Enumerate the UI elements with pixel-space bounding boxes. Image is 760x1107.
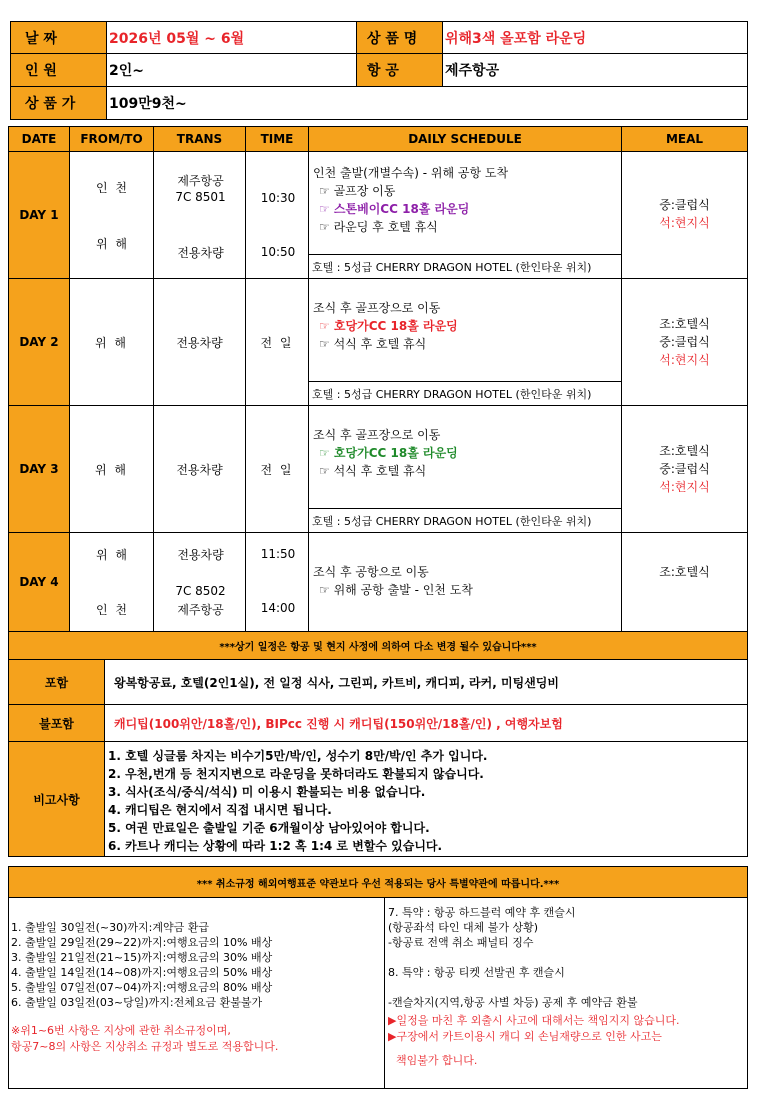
product-label: 상 품 명 [356, 21, 443, 54]
day-2-meal-dinner: 석:현지식 [659, 353, 710, 367]
day-4-time [245, 532, 309, 632]
day-3-line: ☞ 석식 후 호텔 휴식 [319, 464, 427, 478]
cancel-item: 3. 출발일 21일전(21~15)까지:여행요금의 30% 배상 [11, 951, 273, 964]
day-4-meal-breakfast: 조:호텔식 [659, 565, 710, 579]
day-3-meal-lunch: 중:클럽식 [659, 462, 710, 476]
day-1-schedule [308, 151, 622, 255]
day-1-time [245, 151, 309, 279]
day-1-from: 인 천 [96, 181, 129, 195]
header-from-to: FROM/TO [69, 126, 154, 152]
cancel-warning: ▶일정을 마친 후 외출시 사고에 대해서는 책임지지 않습니다. [388, 1014, 680, 1027]
day-4-meal [621, 532, 748, 632]
day-3-label: DAY 3 [8, 405, 70, 533]
day-3-time: 전 일 [245, 405, 309, 533]
day-1-from-to [69, 151, 154, 279]
day-4-schedule [308, 532, 622, 632]
cancel-header: *** 취소규정 해외여행표준 약관보다 우선 적용되는 당사 특별약관에 따릅니다.*** [8, 866, 748, 898]
day-2-meal-lunch: 중:클럽식 [659, 335, 710, 349]
day-3-meal-breakfast: 조:호텔식 [659, 444, 710, 458]
cancel-warning: ▶구장에서 카트이용시 캐디 외 손님재량으로 인한 사고는 [388, 1030, 662, 1043]
cancel-special-line: -항공료 전액 취소 패널티 징수 [388, 936, 534, 949]
remark-item: 2. 우천,번개 등 천지지변으로 라운딩을 못하더라도 환불되지 않습니다. [108, 767, 484, 781]
product-value: 위해3색 올포함 라운딩 [442, 21, 748, 54]
day-1-trans-airline: 제주항공 [177, 174, 224, 188]
day-4-trans [153, 532, 246, 632]
cancel-special-line: 7. 특약 : 항공 하드블럭 예약 후 캔슬시 [388, 906, 576, 919]
day-4-time-arrive: 14:00 [260, 601, 296, 615]
day-4-from-to [69, 532, 154, 632]
cancel-note: ※위1~6번 사항은 지상에 관한 취소규정이며, [11, 1024, 231, 1037]
day-3-trans: 전용차량 [153, 405, 246, 533]
date-value: 2026년 05월 ~ 6월 [106, 21, 357, 54]
day-3-meal [621, 405, 748, 533]
price-label: 상 품 가 [10, 86, 107, 120]
day-2-hotel: 호텔 : 5성급 CHERRY DRAGON HOTEL (한인타운 위치) [308, 381, 622, 406]
remarks-label: 비고사항 [8, 741, 105, 857]
cancel-item: 5. 출발일 07일전(07~04)까지:여행요금의 80% 배상 [11, 981, 273, 994]
exclude-value: 캐디팁(100위안/18홀/인), BIPcc 진행 시 캐디팁(150위안/18홀/인) , 여행자보험 [104, 704, 748, 742]
header-daily-schedule: DAILY SCHEDULE [308, 126, 622, 152]
cancel-special-line: -캔슬차지(지역,항공 사별 차등) 공제 후 예약금 환불 [388, 996, 638, 1009]
day-4-trans-flight: 7C 8502 [175, 584, 226, 598]
cancel-item: 2. 출발일 29일전(29~22)까지:여행요금의 10% 배상 [11, 936, 273, 949]
cancel-item: 1. 출발일 30일전(~30)까지:계약금 환급 [11, 921, 209, 934]
day-2-schedule [308, 278, 622, 382]
airline-value: 제주항공 [442, 53, 748, 87]
terms-table [8, 659, 748, 857]
day-3-from-to: 위 해 [69, 405, 154, 533]
header-time: TIME [245, 126, 309, 152]
day-3-schedule [308, 405, 622, 509]
remark-item: 3. 식사(조식/중식/석식) 미 이용시 환불되는 비용 없습니다. [108, 785, 426, 799]
day-2-line: 조식 후 골프장으로 이동 [313, 301, 441, 315]
day-4-trans-vehicle: 전용차량 [177, 548, 224, 562]
day-2-line: ☞ 석식 후 호텔 휴식 [319, 337, 427, 351]
remark-item: 4. 캐디팁은 현지에서 직접 내시면 됩니다. [108, 803, 332, 817]
day-1-meal [621, 151, 748, 279]
remark-item: 6. 카트나 캐디는 상황에 따라 1:2 혹 1:4 로 변할수 있습니다. [108, 839, 443, 853]
day-1-line: ☞ 라운딩 후 호텔 휴식 [319, 220, 438, 234]
day-2-line-course: ☞ 호당가CC 18홀 라운딩 [319, 319, 458, 333]
day-2-time: 전 일 [245, 278, 309, 406]
day-3-line-course: ☞ 호당가CC 18홀 라운딩 [319, 446, 458, 460]
day-1-trans-vehicle: 전용차량 [177, 246, 224, 260]
cancel-item: 4. 출발일 14일전(14~08)까지:여행요금의 50% 배상 [11, 966, 273, 979]
schedule-notice: ***상기 일정은 항공 및 현지 사정에 의하여 다소 변경 될수 있습니다*** [8, 631, 748, 660]
day-1-hotel: 호텔 : 5성급 CHERRY DRAGON HOTEL (한인타운 위치) [308, 254, 622, 279]
day-1-trans [153, 151, 246, 279]
day-4-to: 인 천 [96, 603, 129, 617]
day-4-time-depart: 11:50 [260, 547, 296, 561]
remark-item: 5. 여권 만료일은 출발일 기준 6개월이상 남아있어야 합니다. [108, 821, 430, 835]
day-2-meal-breakfast: 조:호텔식 [659, 317, 710, 331]
day-4-line: 조식 후 공항으로 이동 [313, 565, 429, 579]
day-4-from: 위 해 [96, 548, 129, 562]
day-1-label: DAY 1 [8, 151, 70, 279]
cancel-item: 6. 출발일 03일전(03~당일)까지:전체요금 환불불가 [11, 996, 263, 1009]
date-label: 날 짜 [10, 21, 107, 54]
include-label: 포함 [8, 659, 105, 705]
schedule-table [8, 126, 748, 660]
people-label: 인 원 [10, 53, 107, 87]
day-2-meal [621, 278, 748, 406]
exclude-label: 불포함 [8, 704, 105, 742]
price-value: 109만9천~ [106, 86, 748, 120]
cancel-special-line: (항공좌석 타인 대체 불가 상황) [388, 921, 539, 934]
day-1-time-depart: 10:30 [260, 191, 296, 205]
day-1-meal-dinner: 석:현지식 [659, 216, 710, 230]
day-3-hotel: 호텔 : 5성급 CHERRY DRAGON HOTEL (한인타운 위치) [308, 508, 622, 533]
airline-label: 항 공 [356, 53, 443, 87]
day-2-label: DAY 2 [8, 278, 70, 406]
cancel-table [8, 866, 748, 1089]
cancel-right [384, 897, 748, 1089]
info-table [10, 21, 748, 120]
header-date: DATE [8, 126, 70, 152]
day-4-line: ☞ 위해 공항 출발 - 인천 도착 [319, 583, 473, 597]
cancel-left [8, 897, 385, 1089]
day-1-time-arrive: 10:50 [260, 245, 296, 259]
day-1-line: 인천 출발(개별수속) - 위해 공항 도착 [313, 166, 509, 180]
cancel-special-line: 8. 특약 : 항공 티켓 선발권 후 캔슬시 [388, 966, 565, 979]
header-meal: MEAL [621, 126, 748, 152]
day-2-trans: 전용차량 [153, 278, 246, 406]
day-3-line: 조식 후 골프장으로 이동 [313, 428, 441, 442]
cancel-warning: 책임불가 합니다. [396, 1054, 478, 1067]
day-1-line: ☞ 골프장 이동 [319, 184, 396, 198]
remark-item: 1. 호텔 싱글룸 차지는 비수기5만/박/인, 성수기 8만/박/인 추가 입니다. [108, 749, 488, 763]
day-3-meal-dinner: 석:현지식 [659, 480, 710, 494]
day-2-from-to: 위 해 [69, 278, 154, 406]
people-value: 2인~ [106, 53, 357, 87]
cancel-note: 항공7~8의 사항은 지상취소 규정과 별도로 적용합니다. [11, 1040, 279, 1053]
include-value: 왕복항공료, 호텔(2인1실), 전 일정 식사, 그린피, 카트비, 캐디피, 라커, 미팅샌딩비 [104, 659, 748, 705]
day-4-label: DAY 4 [8, 532, 70, 632]
day-1-line-course: ☞ 스톤베이CC 18홀 라운딩 [319, 202, 470, 216]
day-1-trans-flight: 7C 8501 [175, 190, 226, 204]
header-trans: TRANS [153, 126, 246, 152]
remarks-list [104, 741, 748, 857]
day-4-trans-airline: 제주항공 [177, 603, 224, 617]
day-1-to: 위 해 [96, 237, 129, 251]
day-1-meal-lunch: 중:클럽식 [659, 198, 710, 212]
